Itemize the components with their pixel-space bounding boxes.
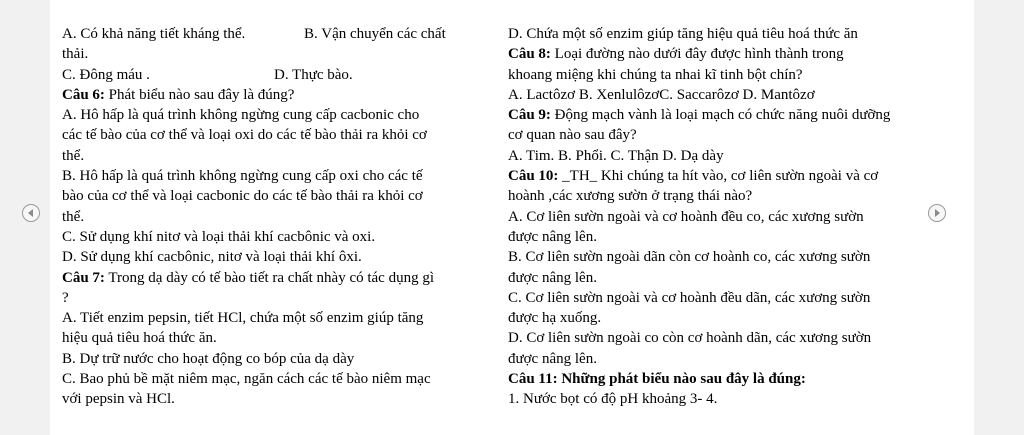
chevron-right-icon (935, 209, 940, 217)
answer-b: B. Vận chuyển các chất (304, 26, 446, 42)
text-line: D. Chứa một số enzim giúp tăng hiệu quả tiêu hoá thức ăn (508, 26, 858, 42)
left-column (62, 24, 462, 410)
question-7 (62, 268, 462, 288)
right-column (508, 24, 908, 410)
right-gutter (974, 0, 1024, 435)
text-line: 1. Nước bọt có độ pH khoảng 3- 4. (508, 391, 718, 408)
text-line: A. Hô hấp là quá trình không ngừng cung cấp cacbonic cho (62, 107, 420, 124)
text-line: C. Bao phủ bề mặt niêm mạc, ngăn cách các tế bào niêm mạc (62, 371, 431, 388)
text-line: được nâng lên. (508, 269, 597, 286)
answer-a: A. Có khả năng tiết kháng thể. (62, 26, 246, 42)
text-line: thể. (62, 147, 85, 164)
answer-line (62, 65, 462, 85)
text-line: được nâng lên. (508, 350, 597, 367)
text-line: được nâng lên. (508, 228, 597, 245)
answer-line (62, 24, 462, 44)
question-label: Câu 8: (508, 46, 551, 63)
question-10 (508, 166, 908, 186)
text-line: D. Cơ liên sườn ngoài co còn cơ hoành dãn, các xương sườn (508, 330, 872, 347)
text-line: được hạ xuống. (508, 310, 602, 327)
text-line: B. Dự trữ nước cho hoạt động co bóp của dạ dày (62, 350, 355, 367)
text-line: B. Hô hấp là quá trình không ngừng cung cấp oxi cho các tế (62, 168, 423, 185)
question-9 (508, 105, 908, 125)
question-11: Câu 11: Những phát biểu nào sau đây là đúng: (508, 371, 806, 388)
question-text: Động mạch vành là loại mạch có chức năng nuôi dưỡng (550, 107, 891, 124)
question-label: Câu 10: (508, 168, 559, 185)
document-page (50, 0, 974, 435)
text-line: các tế bào của cơ thể và loại oxi do các tế bào thải ra khỏi cơ (62, 127, 427, 144)
text-line: C. Sử dụng khí nitơ và loại thải khí cacbônic và oxi. (62, 228, 376, 245)
text-line: thải. (62, 46, 89, 63)
text-line: thể. (62, 208, 85, 225)
text-line: B. Cơ liên sườn ngoài dãn còn cơ hoành co, các xương sườn (508, 249, 871, 266)
question-text: Loại đường nào dưới đây được hình thành trong (550, 46, 844, 63)
text-line: A. Tiết enzim pepsin, tiết HCl, chứa một số enzim giúp tăng (62, 310, 424, 327)
question-text: Trong dạ dày có tế bào tiết ra chất nhày có tác dụng gì (104, 269, 434, 286)
text-line: khoang miệng khi chúng ta nhai kĩ tinh bột chín? (508, 66, 803, 83)
question-8 (508, 44, 908, 64)
text-line: A. Cơ liên sườn ngoài và cơ hoành đều co, các xương sườn (508, 208, 864, 225)
next-page-button[interactable] (928, 204, 946, 222)
text-line: cơ quan nào sau đây? (508, 127, 637, 144)
text-line: A. Tim. B. Phổi. C. Thận D. Dạ dày (508, 147, 724, 164)
text-line: hoành ,các xương sườn ở trạng thái nào? (508, 188, 753, 205)
text-line: bào của cơ thể và loại cacbonic do các tế bào thải ra khỏi cơ (62, 188, 423, 205)
text-line: với pepsin và HCl. (62, 391, 175, 408)
question-text: _TH_ Khi chúng ta hít vào, cơ liên sườn ngoài và cơ (558, 168, 879, 185)
question-label: Câu 9: (508, 107, 551, 124)
question-label: Câu 6: (62, 86, 105, 103)
question-label: Câu 7: (62, 269, 105, 286)
text-line: D. Sử dụng khí cacbônic, nitơ và loại thải khí ôxi. (62, 249, 362, 266)
previous-page-button[interactable] (22, 204, 40, 222)
chevron-left-icon (28, 209, 33, 217)
question-6 (62, 85, 462, 105)
text-line: ? (62, 289, 69, 306)
answer-c: C. Đông máu . (62, 66, 150, 83)
answer-d: D. Thực bào. (274, 66, 353, 83)
text-line: C. Cơ liên sườn ngoài và cơ hoành đều dãn, các xương sườn (508, 289, 871, 306)
text-line: hiệu quả tiêu hoá thức ăn. (62, 330, 217, 347)
text-line: A. Lactôzơ B. XenlulôzơC. Saccarôzơ D. Mantôzơ (508, 86, 815, 103)
question-text: Phát biểu nào sau đây là đúng? (104, 86, 295, 103)
